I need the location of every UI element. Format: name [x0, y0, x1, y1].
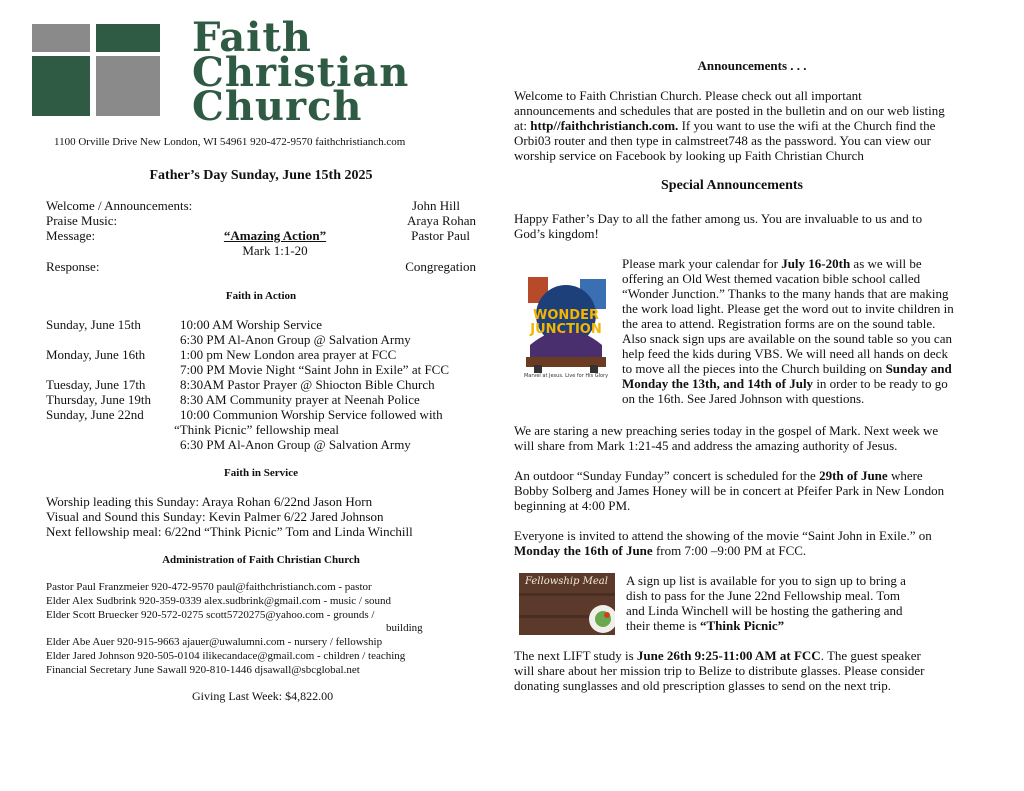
message-title: “Amazing Action” [223, 228, 327, 243]
order-row-welcome: Welcome / Announcements: John Hill [46, 198, 460, 213]
text-line: Also snack sign ups are available on the sound table so you can [622, 331, 952, 346]
text-line: Orbi03 router and then type in calmstreet748 as the password. You can view our [514, 133, 931, 148]
list-item: Elder Alex Sudbrink 920-359-0339 alex.sudbrink@gmail.com - music / sound [46, 595, 391, 607]
faith-in-action-heading: Faith in Action [225, 290, 297, 302]
list-item: Elder Jared Johnson 920-505-0104 ilikecandace@gmail.com - children / teaching [46, 650, 406, 662]
church-address: 1100 Orville Drive New London, WI 54961 920-472-9570 faithchristianch.com [54, 136, 406, 148]
text-line: help feed the kids during VBS. We will need all hands on deck [622, 346, 948, 361]
logo-word-church: Church [192, 83, 363, 130]
text-line: worship service on Facebook by looking up Faith Christian Church [514, 148, 864, 163]
vbs-image-title: WONDER JUNCTION [530, 308, 602, 337]
text-line: God’s kingdom! [514, 226, 599, 241]
order-row-message: Message: “Amazing Action” Pastor Paul [46, 228, 470, 243]
text-line: dish to pass for the June 22nd Fellowship meal. Tom [626, 588, 900, 603]
text-line: announcements and schedules that are posted in the bulletin and on our web listing [514, 103, 945, 118]
service-title: Father’s Day Sunday, June 15th 2025 [149, 168, 373, 183]
text-line: Monday the 13th, and 14th of July in order to be ready to go [622, 376, 948, 391]
text-line: beginning at 4:00 PM. [514, 498, 631, 513]
list-item: Next fellowship meal: 6/22nd “Think Picnic” Tom and Linda Winchill [46, 524, 413, 539]
text-line: offering an Old West themed vacation bible school called [622, 271, 921, 286]
logo-word-faith: Faith [192, 14, 312, 61]
text-line: We are staring a new preaching series today in the gospel of Mark. Next week we [514, 423, 939, 438]
text-line: A sign up list is available for you to sign up to bring a [626, 573, 906, 588]
giving-last-week: Giving Last Week: $4,822.00 [192, 689, 334, 703]
text-line: “Wonder Junction.” Thanks to the many hands that are making [622, 286, 949, 301]
text-line: Please mark your calendar for July 16-20th as we will be [622, 256, 922, 271]
wonder-junction-image [520, 275, 612, 383]
text-line: will share about her mission trip to Belize to distribute glasses. Please consider [514, 663, 925, 678]
list-item: Elder Abe Auer 920-915-9663 ajauer@uwalumni.com - nursery / fellowship [46, 636, 383, 648]
text-line: the work load light. Please get the word out to invite children in [622, 301, 954, 316]
order-row-scripture [46, 243, 476, 258]
text-line: at: http//faithchristianch.com. If you want to use the wifi at the Church find the [514, 118, 936, 133]
announcements-heading: Announcements . . . [697, 58, 807, 73]
text-line: will share from Mark 1:21-45 and address the amazing authority of Jesus. [514, 438, 898, 453]
list-item: Pastor Paul Franzmeier 920-472-9570 paul@faithchristianch.com - pastor [46, 581, 372, 593]
text-line: An outdoor “Sunday Funday” concert is scheduled for the 29th of June where [514, 468, 923, 483]
logo-word-christian: Christian [192, 49, 410, 96]
message-scripture: Mark 1:1-20 [242, 243, 308, 258]
text-line: Happy Father’s Day to all the father among us. You are invaluable to us and to [514, 211, 923, 226]
special-announcements-heading: Special Announcements [661, 178, 803, 193]
fellowship-meal-image [519, 573, 615, 635]
list-item: Financial Secretary June Sawall 920-810-1446 djsawall@sbcglobal.net [46, 664, 360, 676]
text-line: and Linda Winchell will be hosting the gathering and [626, 603, 903, 618]
fellowship-image-title: Fellowship Meal [525, 576, 608, 587]
order-row-response: Response: Congregation [46, 259, 476, 274]
administration-heading: Administration of Faith Christian Church [162, 554, 360, 566]
text-line: Everyone is invited to attend the showing of the movie “Saint John in Exile.” on [514, 528, 932, 543]
text-line: Welcome to Faith Christian Church. Please check out all important [514, 88, 862, 103]
text-line: their theme is “Think Picnic” [626, 618, 785, 633]
text-line: Monday the 16th of June from 7:00 –9:00 PM at FCC. [514, 543, 807, 558]
faith-in-service-heading: Faith in Service [224, 467, 298, 479]
vbs-image-caption: Marvel at Jesus. Live for His Glory [523, 373, 609, 379]
list-item: building [386, 622, 423, 634]
text-line: the area to attend. Registration forms are on the sound table. [622, 316, 936, 331]
text-line: on the 16th. See Jared Johnson with questions. [622, 391, 865, 406]
text-line: donating sunglasses and old prescription glasses to send on the next trip. [514, 678, 891, 693]
list-item: Visual and Sound this Sunday: Kevin Palmer 6/22 Jared Johnson [46, 509, 384, 524]
order-row-praise: Praise Music: Araya Rohan [46, 213, 476, 228]
text-line: to move all the pieces into the Church building on Sunday and [622, 361, 952, 376]
list-item: Elder Scott Bruecker 920-572-0275 scott5720275@yahoo.com - grounds / [46, 609, 375, 621]
list-item: Worship leading this Sunday: Araya Rohan 6/22nd Jason Horn [46, 494, 373, 509]
text-line: The next LIFT study is June 26th 9:25-11:00 AM at FCC. The guest speaker [514, 648, 921, 663]
website-link[interactable]: http//faithchristianch.com. [530, 118, 679, 133]
text-line: Bobby Solberg and James Honey will be in concert at Pfeifer Park in New London [514, 483, 945, 498]
